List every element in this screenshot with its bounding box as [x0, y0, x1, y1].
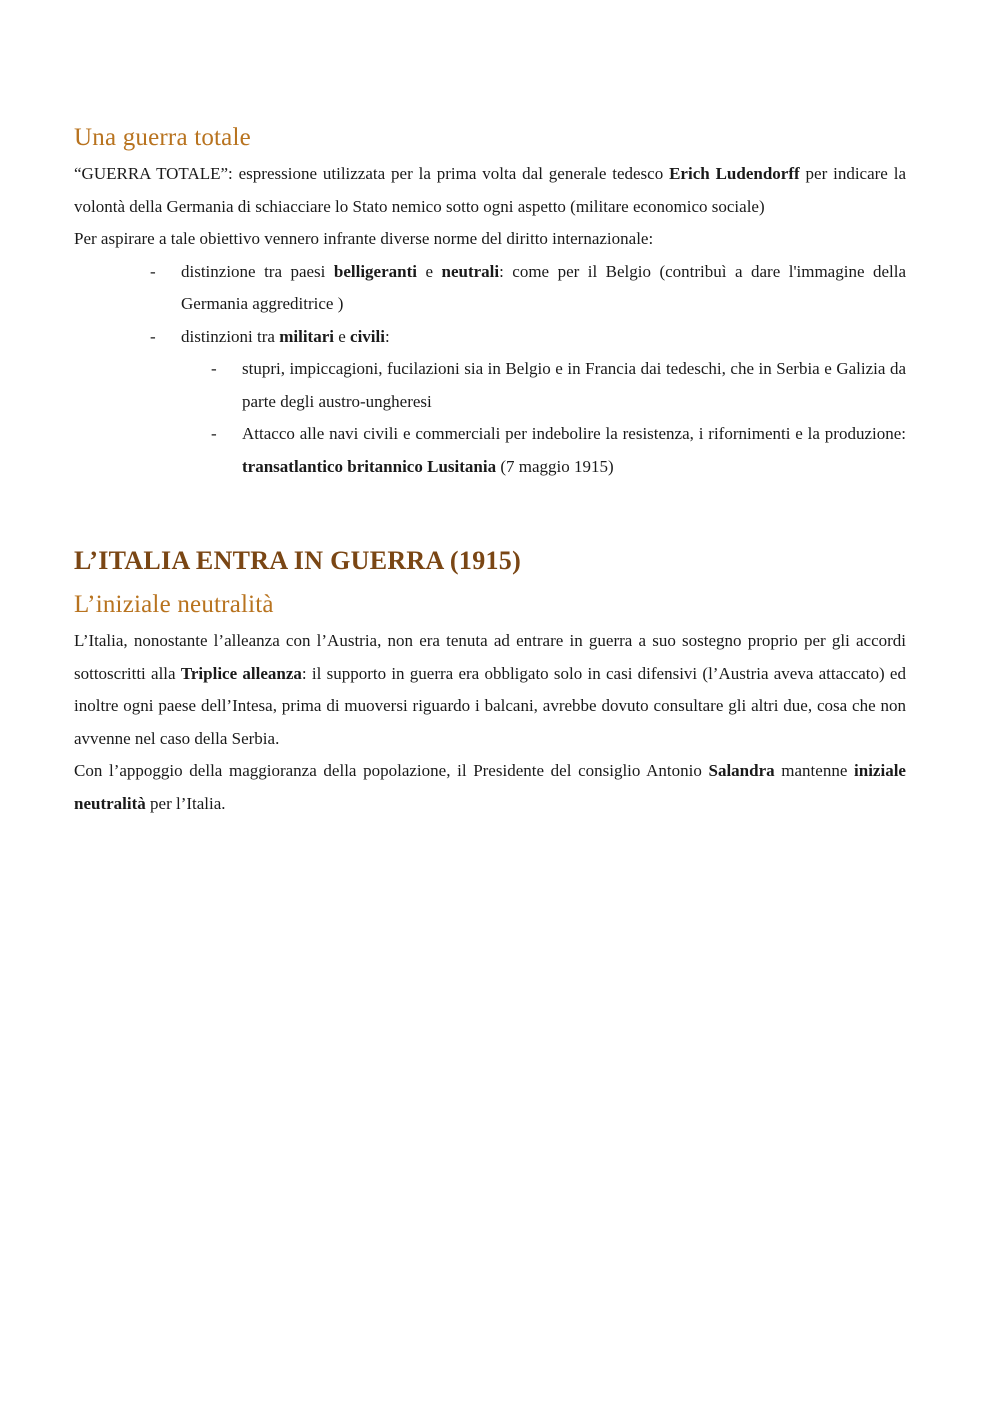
document-page	[74, 118, 906, 820]
bold-term-neutrali: neutrali	[441, 261, 500, 281]
bold-term-lusitania: transatlantico britannico Lusitania	[242, 456, 497, 476]
bold-term-ludendorff: Erich Ludendorff	[669, 164, 800, 183]
paragraph-triplice-alleanza	[74, 625, 906, 755]
section-heading-guerra-totale: Una guerra totale	[74, 124, 251, 151]
paragraph-norme-infrante: Per aspirare a tale obiettivo vennero infrante diverse norme del diritto internazionale:	[74, 229, 654, 248]
bold-term-civili: civili	[350, 326, 385, 346]
text-span: e	[333, 326, 351, 346]
text-span: stupri, impiccagioni, fucilazioni sia in Belgio e in Francia dai tedeschi, che in Serbia e Galizia da parte degli austro-ungheresi	[242, 359, 906, 411]
sub-list-item-lusitania	[74, 418, 906, 483]
text-span: “GUERRA TOTALE”: espressione utilizzata per la prima volta dal generale tedesco	[74, 164, 670, 183]
text-span: per indicare la volontà della Germania di schiacciare lo Stato nemico sotto ogni aspetto (militare economico sociale)	[74, 164, 906, 216]
text-span: (7 maggio 1915)	[496, 456, 614, 476]
paragraph-salandra	[74, 755, 906, 820]
bold-term-triplice-alleanza: Triplice alleanza	[180, 663, 302, 683]
dash-bullet: -	[150, 261, 156, 281]
text-span: mantenne	[774, 761, 855, 780]
text-span: : come per il Belgio (contribuì a dare l'immagine della Germania aggreditrice )	[181, 261, 906, 313]
bold-term-belligeranti: belligeranti	[333, 261, 417, 281]
text-span: L’Italia, nonostante l’alleanza con l’Austria, non era tenuta ad entrare in guerra a suo sostegno proprio per gli accordi sottoscritti alla	[74, 631, 906, 683]
bold-term-militari: militari	[279, 326, 334, 346]
bold-term-iniziale-neutralita: iniziale neutralità	[74, 761, 906, 813]
bullet-list	[74, 256, 906, 484]
list-item-belligeranti	[74, 256, 906, 321]
text-span: Attacco alle navi civili e commerciali per indebolire la resistenza, i rifornimenti e la produzione:	[242, 424, 906, 443]
text-span: e	[416, 261, 442, 281]
text-span: : il supporto in guerra era obbligato solo in casi difensivi (l’Austria aveva attaccato) ed inoltre ogni paese dell’Intesa, prima di muoversi riguardo i balcani, avrebbe dovuto consultare gli altri due, cosa che non avvenne nel caso della Serbia.	[74, 663, 906, 748]
dash-bullet: -	[211, 424, 217, 443]
text-span: per l’Italia.	[145, 793, 226, 813]
bold-term-salandra: Salandra	[708, 761, 775, 780]
dash-bullet: -	[150, 326, 156, 346]
section-title-italia-guerra: L’ITALIA ENTRA IN GUERRA (1915)	[74, 546, 522, 575]
section-spacer	[74, 483, 906, 541]
sub-list-item-stupri	[74, 353, 906, 418]
text-span: :	[384, 326, 390, 346]
dash-bullet: -	[211, 359, 217, 378]
text-span: Con l’appoggio della maggioranza della popolazione, il Presidente del consiglio Antonio	[74, 761, 709, 780]
paragraph-guerra-totale-definition	[74, 158, 906, 223]
text-span: distinzioni tra	[181, 326, 280, 346]
list-item-militari-civili	[74, 321, 906, 354]
text-span: distinzione tra paesi	[181, 261, 334, 281]
section-heading-iniziale-neutralita: L’iniziale neutralità	[74, 591, 274, 618]
